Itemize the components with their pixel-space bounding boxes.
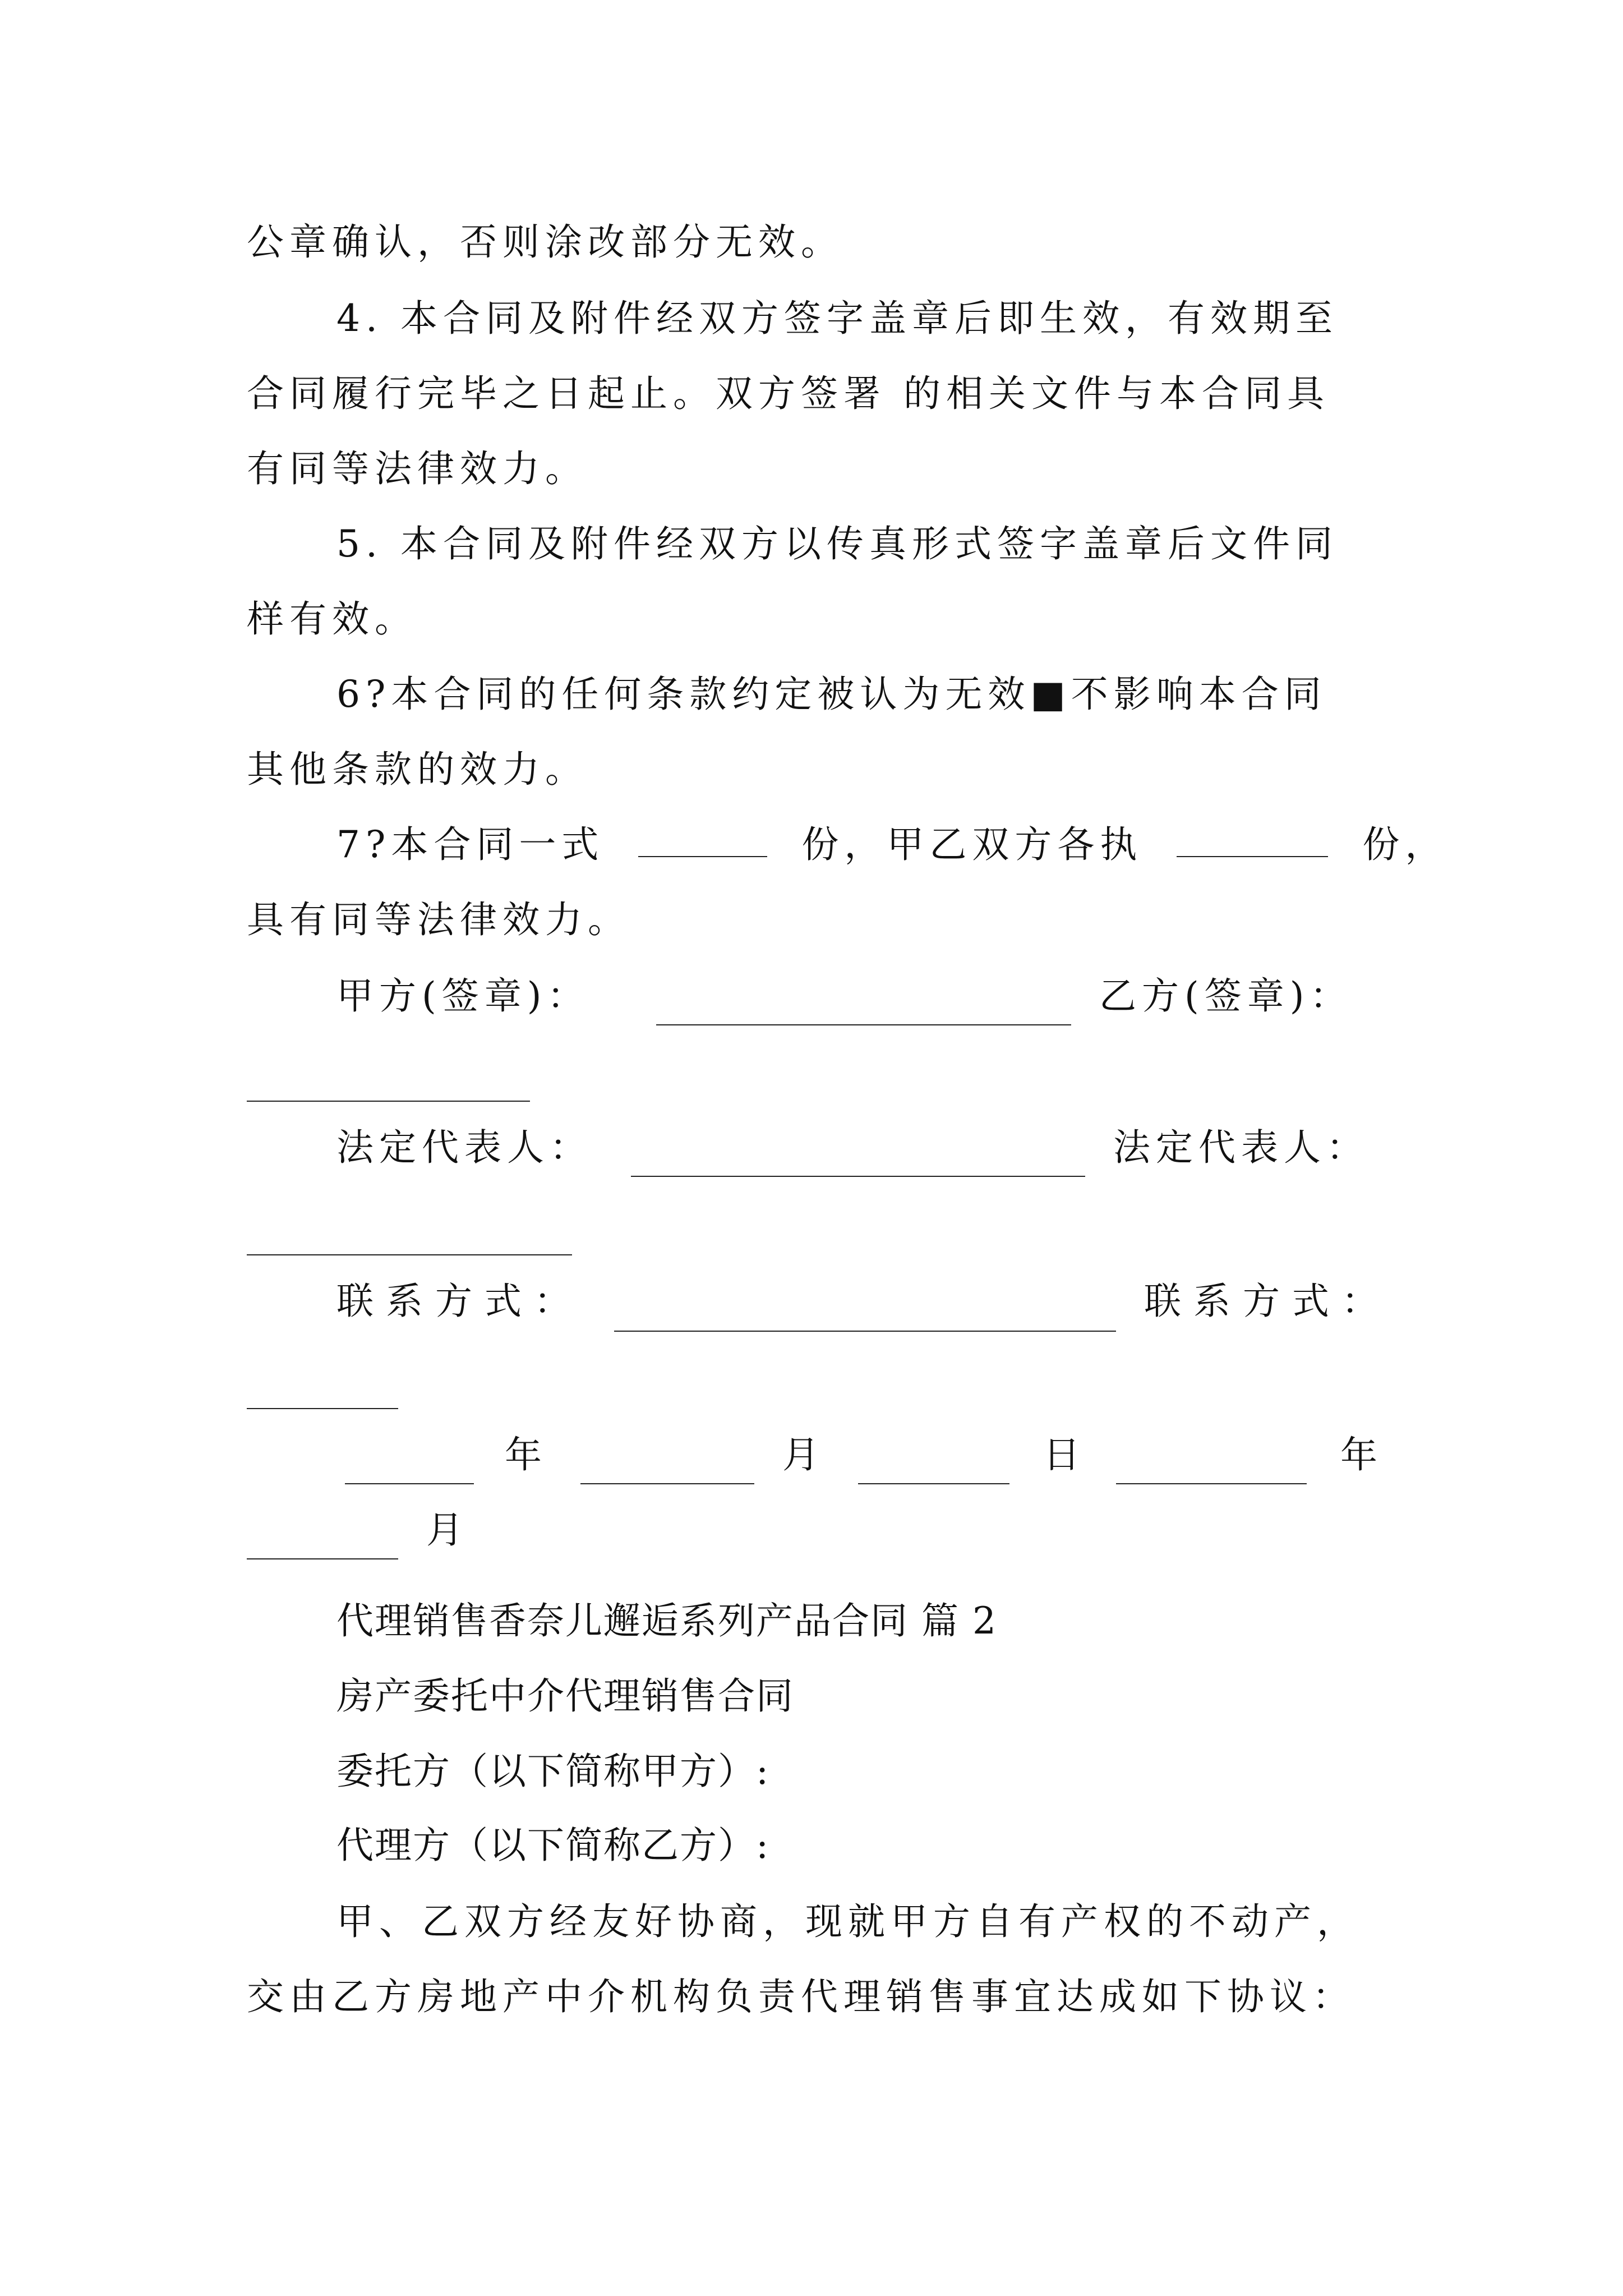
party-b-seal-label: 乙方(签章)： <box>1099 974 1353 1018</box>
principal-line: 委托方（以下简称甲方）: <box>336 1750 770 1793</box>
date-month-label: 月 <box>782 1433 825 1476</box>
clause-4-line-1: 4. 本合同及附件经双方签字盖章后即生效，有效期至 <box>336 297 1338 340</box>
party-b-contact-blank[interactable] <box>247 1408 398 1409</box>
clause-6-line-2: 其他条款的效力。 <box>247 748 588 791</box>
clause-6-line-1 <box>336 672 1327 717</box>
clause-6-text-b: 不影响本合同 <box>1071 673 1327 716</box>
clause-7-line-2: 具有同等法律效力。 <box>247 898 630 941</box>
clause-7-line-1 <box>336 822 1447 867</box>
date-day-blank[interactable] <box>858 1483 1009 1484</box>
date-month-blank[interactable] <box>580 1483 754 1484</box>
date-year2-blank[interactable] <box>1116 1483 1307 1484</box>
contract-title: 房产委托中介代理销售合同 <box>336 1674 794 1718</box>
party-b-rep-blank[interactable] <box>247 1254 572 1255</box>
section-title: 代理销售香奈儿邂逅系列产品合同 篇 2 <box>336 1599 997 1642</box>
party-a-contact-blank[interactable] <box>614 1331 1116 1332</box>
date-month2-blank[interactable] <box>247 1558 398 1559</box>
clause-7-text-a: 7?本合同一式 <box>336 823 605 866</box>
agreement-para-line-2: 交由乙方房地产中介机构负责代理销售事宜达成如下协议： <box>247 1975 1355 2018</box>
party-a-contact-label: 联系方式： <box>336 1280 583 1323</box>
text-line: 公章确认，否则涂改部分无效。 <box>247 220 843 264</box>
square-glyph: ■ <box>1030 673 1071 716</box>
clause-4-line-2: 合同履行完毕之日起止。双方签署 的相关文件与本合同具 <box>247 372 1330 415</box>
date-year-label: 年 <box>505 1433 547 1476</box>
party-b-contact-label: 联系方式： <box>1144 1280 1391 1323</box>
party-b-rep-label: 法定代表人： <box>1113 1126 1369 1169</box>
clause-5-line-2: 样有效。 <box>247 597 417 641</box>
date-month2-label: 月 <box>426 1508 469 1552</box>
clause-7-text-b: 份，甲乙双方各执 <box>801 823 1143 866</box>
clause-7-text-c: 份， <box>1362 823 1448 866</box>
party-a-seal-label: 甲方(签章)： <box>336 974 590 1018</box>
party-a-rep-label: 法定代表人： <box>336 1126 592 1169</box>
copies-each-blank[interactable] <box>1177 822 1328 857</box>
clause-6-text-a: 6?本合同的任何条款约定被认为无效 <box>336 673 1031 716</box>
party-b-seal-blank[interactable] <box>247 1101 530 1102</box>
clause-4-line-3: 有同等法律效力。 <box>247 447 588 490</box>
party-a-seal-blank[interactable] <box>656 1024 1071 1025</box>
date-year2-label: 年 <box>1340 1433 1383 1476</box>
clause-5-line-1: 5. 本合同及附件经双方以传真形式签字盖章后文件同 <box>336 522 1338 565</box>
party-a-rep-blank[interactable] <box>631 1176 1085 1177</box>
agreement-para-line-1: 甲、乙双方经友好协商，现就甲方自有产权的不动产， <box>336 1900 1359 1943</box>
agent-line: 代理方（以下简称乙方）: <box>336 1824 770 1867</box>
date-year-blank[interactable] <box>345 1483 474 1484</box>
date-day-label: 日 <box>1043 1433 1086 1476</box>
copies-total-blank[interactable] <box>638 822 767 857</box>
